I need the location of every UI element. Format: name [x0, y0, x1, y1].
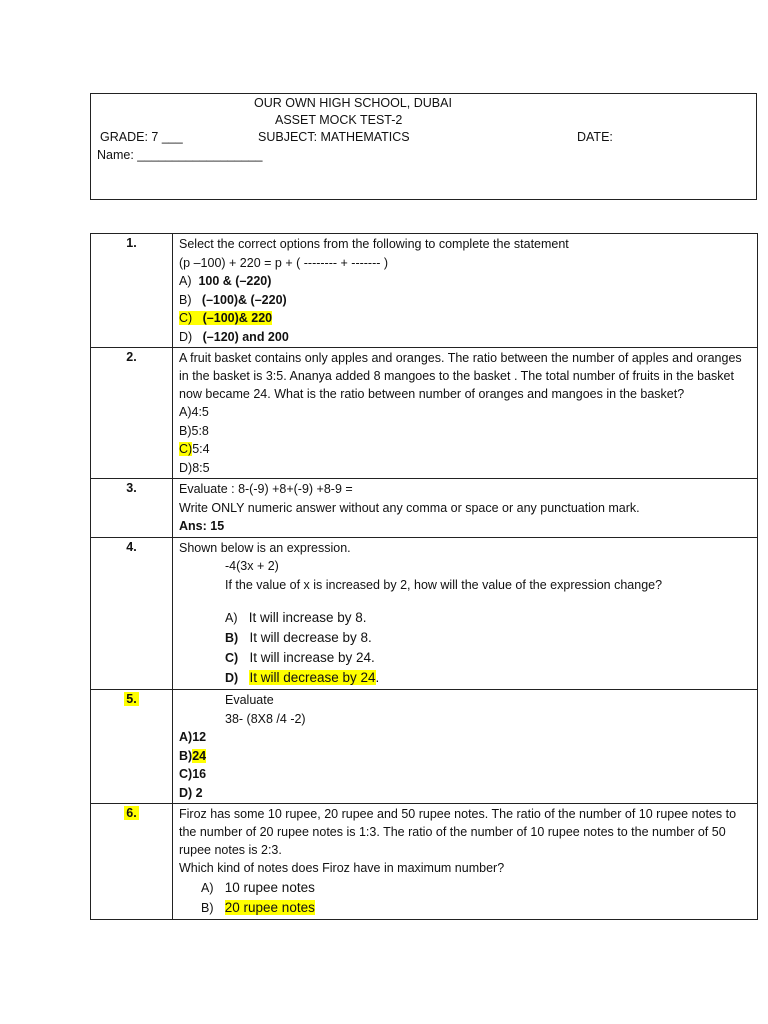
option-c: C)16 [179, 767, 207, 781]
question-number: 1. [91, 234, 173, 348]
question-row [91, 234, 758, 348]
option-a: A) 10 rupee notes [201, 879, 315, 895]
question-number: 4. [91, 537, 173, 690]
option-a: A) 100 & (–220) [179, 274, 272, 288]
test-title: ASSET MOCK TEST-2 [275, 113, 403, 127]
test-header [90, 93, 757, 200]
question-number: 5. [91, 690, 173, 804]
question-number: 3. [91, 479, 173, 538]
school-name: OUR OWN HIGH SCHOOL, DUBAI [254, 96, 452, 110]
option-d-highlighted: D) It will decrease by 24. [225, 670, 380, 685]
option-b-value-highlighted: 24 [192, 748, 207, 763]
subject-label: SUBJECT: MATHEMATICS [258, 130, 410, 144]
question-text: Shown below is an expression. [179, 540, 351, 555]
question-text: Evaluate [225, 693, 274, 707]
option-c-label-highlighted: C) [179, 442, 193, 456]
question-prompt: If the value of x is increased by 2, how will the value of the expression change? [225, 577, 663, 592]
grade-label: GRADE: 7 ___ [100, 130, 183, 144]
question-expression: (p –100) + 220 = p + ( -------- + ------- ) [179, 255, 389, 270]
question-body [173, 804, 758, 920]
option-a: A)12 [179, 730, 207, 744]
question-text: Select the correct options from the following to complete the statement [179, 237, 569, 251]
question-row [91, 348, 758, 479]
option-d: D) (–120) and 200 [179, 329, 289, 344]
question-body [173, 234, 758, 348]
option-d: D) 2 [179, 785, 203, 800]
question-text: Evaluate : 8-(-9) +8+(-9) +8-9 = [179, 482, 353, 496]
option-b: B)24 [179, 748, 207, 763]
question-row [91, 690, 758, 804]
question-expression: 38- (8X8 /4 -2) [225, 711, 306, 726]
question-text: Firoz has some 10 rupee, 20 rupee and 50 rupee notes. The ratio of the number of 10 rupee notes to the number of 20 rupee notes is 1:3. The ratio of the number of 10 rupee notes to the number of 50 rupee notes is 2:3. [179, 807, 737, 857]
option-b: B) It will decrease by 8. [225, 630, 372, 645]
question-number: 2. [91, 348, 173, 479]
question-number: 6. [91, 804, 173, 920]
date-label: DATE: [577, 130, 613, 144]
option-a: A)4:5 [179, 405, 209, 419]
question-body [173, 479, 758, 538]
option-b-highlighted: B) 20 rupee notes [201, 899, 315, 915]
question-instruction: Write ONLY numeric answer without any comma or space or any punctuation mark. [179, 500, 640, 515]
question-row [91, 537, 758, 690]
question-body [173, 537, 758, 690]
question-text: A fruit basket contains only apples and oranges. The ratio between the number of apples and oranges in the basket is 3:5. Ananya added 8 mangoes to the basket . The total number of fruits in the basket now became 24. What is the ratio between number of oranges and mangoes in the basket? [179, 351, 742, 401]
option-c: C) It will increase by 24. [225, 650, 375, 665]
option-d: D)8:5 [179, 460, 210, 475]
question-row [91, 479, 758, 538]
name-field: Name: __________________ [97, 148, 263, 162]
question-prompt: Which kind of notes does Firoz have in maximum number? [179, 861, 505, 875]
questions-table [90, 233, 758, 920]
question-body [173, 690, 758, 804]
option-a: A) It will increase by 8. [225, 610, 367, 625]
question-body [173, 348, 758, 479]
answer-text: Ans: 15 [179, 519, 225, 533]
question-expression: -4(3x + 2) [225, 559, 279, 573]
question-row [91, 804, 758, 920]
option-c: C)5:4 [179, 442, 210, 456]
option-c-highlighted: C) (–100)& 220 [179, 311, 273, 325]
option-b: B)5:8 [179, 423, 209, 438]
option-b: B) (–100)& (–220) [179, 292, 287, 307]
